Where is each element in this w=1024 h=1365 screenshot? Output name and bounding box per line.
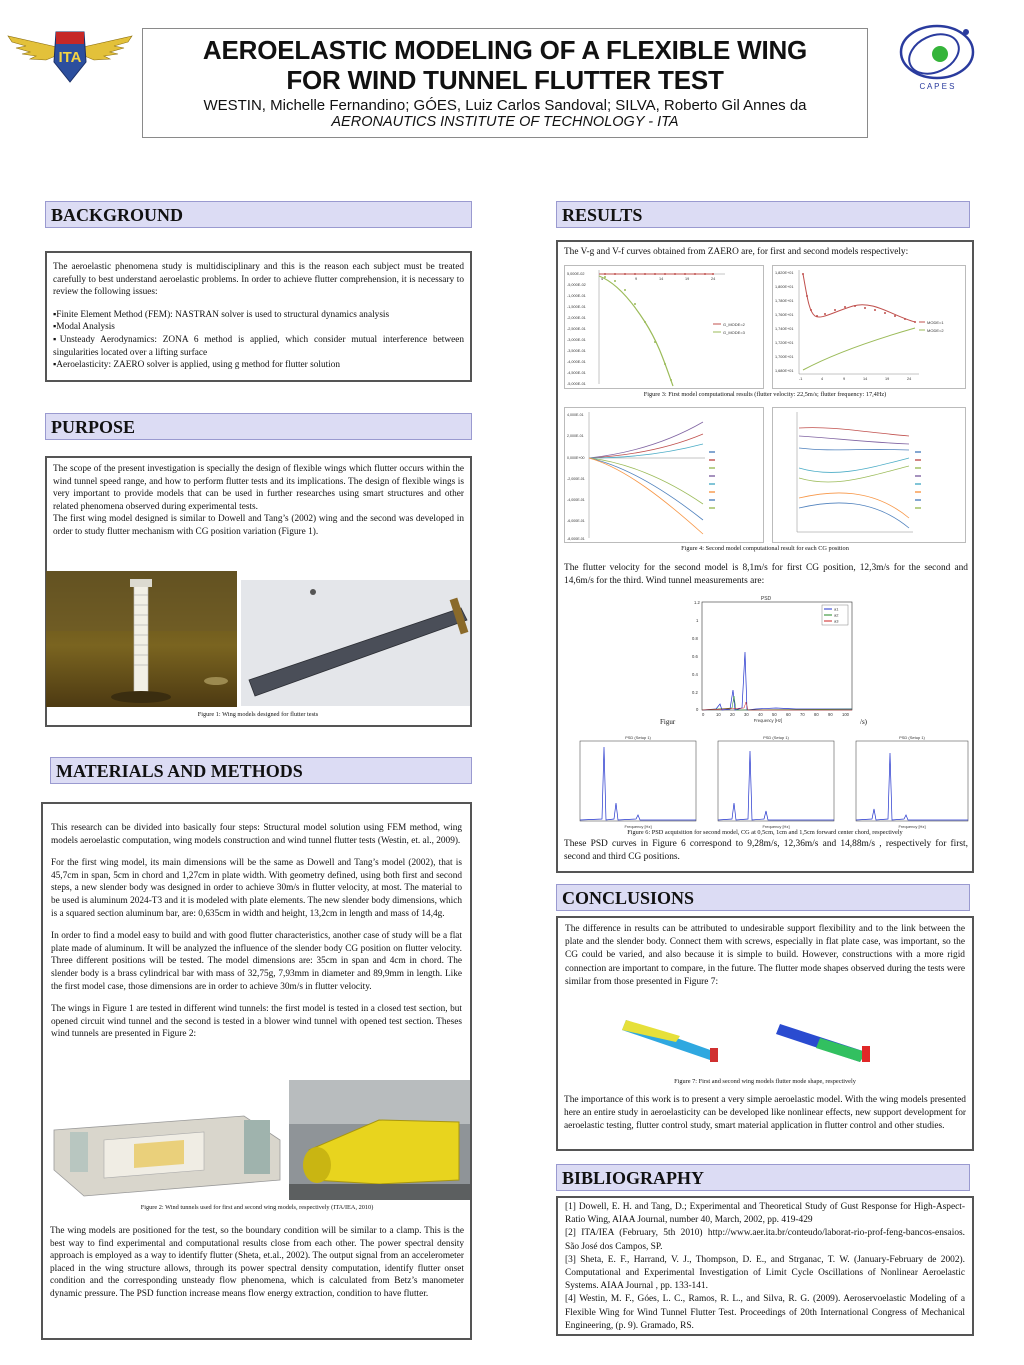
authors: WESTIN, Michelle Fernandino; GÓES, Luiz Carlos Sandoval; SILVA, Roberto Gil Annes da [203, 97, 807, 114]
svg-text:60: 60 [786, 712, 791, 717]
svg-text:PSD (Setup 1): PSD (Setup 1) [899, 735, 925, 740]
figure5-caption-left: Figur [660, 718, 676, 726]
svg-text:-2,000E-01: -2,000E-01 [567, 477, 585, 481]
svg-text:70: 70 [800, 712, 805, 717]
purpose-p2: The first wing model designed is similar to Dowell and Tang’s (2002) wing and the second was developed in order to study flutter mechanism with CG position variation (Figure 1). [53, 514, 464, 537]
background-heading: BACKGROUND [45, 201, 472, 228]
ita-logo [6, 22, 134, 84]
figure6-psd-plot-1 [566, 733, 700, 829]
svg-text:14: 14 [863, 377, 868, 381]
svg-text:4: 4 [601, 277, 604, 281]
background-bullet: ▪ Unsteady Aerodynamics: ZONA 6 method is applied, which consider mutual interference between singularities located over a lifting surface [53, 334, 464, 359]
bibliography-ref: [2] ITA/IEA (February, 5th 2010) http://www.aer.ita.br/conteudo/laborat-rio-prof-feng-bancos-ensaios. São José dos Campos, SP. [565, 1228, 965, 1252]
svg-text:0,000E+00: 0,000E+00 [567, 456, 585, 460]
svg-text:PSD (Setup 1): PSD (Setup 1) [625, 735, 651, 740]
methods-p1: This research can be divided into basically four steps: Structural model solution using FEM method, wing models aeroelastic computation, wing models construction and wind tunnel flutter tests (Westin, et. al., 2009). [51, 823, 462, 846]
methods-heading: MATERIALS AND METHODS [50, 757, 472, 784]
svg-text:a3: a3 [834, 618, 839, 624]
svg-text:Frequency [Hz]: Frequency [Hz] [624, 824, 652, 829]
svg-text:0: 0 [702, 712, 705, 717]
svg-text:1.2: 1.2 [694, 600, 700, 605]
bibliography-ref: [1] Dowell, E. H. and Tang, D.; Experimental and Theoretical Study of Gust Response for High-Aspect-Ratio Wing, AIAA Journal, number 40, March, 2002, pp. 419-429 [565, 1202, 965, 1226]
svg-text:0: 0 [696, 707, 699, 712]
figure4-vf-chart [772, 407, 966, 543]
svg-text:9: 9 [635, 277, 638, 281]
svg-text:G_MODE=2: G_MODE=2 [723, 322, 745, 327]
svg-text:5,000E-02: 5,000E-02 [567, 272, 585, 276]
ita-wings-icon [6, 22, 134, 84]
results-psd-text: These PSD curves in Figure 6 correspond to 9,28m/s, 12,36m/s and 14,88m/s , respectively for first, second and third CG positions. [564, 839, 968, 863]
svg-text:Frequency [Hz]: Frequency [Hz] [753, 718, 783, 723]
methods-p5: The wing models are positioned for the test, so the boundary condition will be similar to a clamp. This is the best way to find experimental and computational results close from each other. The power spectral density approach is employed as a way to identify flutter (Sheta, et.al., 2002). The output signal from an accelerometer placed in the wing structure allows, through its power spectral density computation, identify flutter onset condition and the corresponding unsteady flow phenomena, which is calculated from Betz’s manometer dynamic pressure. The PSD function increase means flow energy extraction, condition to have flutter. [50, 1226, 464, 1299]
title-block [142, 28, 868, 138]
capes-logo [896, 20, 978, 92]
figure6-psd-plot-3 [842, 733, 972, 829]
svg-text:1,680E+01: 1,680E+01 [775, 369, 794, 373]
svg-text:PSD: PSD [760, 596, 772, 602]
figure4-vg-chart [564, 407, 764, 543]
methods-p4: The wings in Figure 1 are tested in different wind tunnels: the first model is tested in a closed test section, but opened circuit wind tunnel and the second is tested in a blower wind tunnel with opened test section. Theses wind tunnels are presented in Figure 2: [51, 1004, 462, 1040]
svg-text:0.8: 0.8 [692, 636, 698, 641]
background-bullet: ▪ Modal Analysis [53, 321, 464, 334]
svg-text:0.4: 0.4 [692, 672, 698, 677]
svg-text:19: 19 [685, 277, 690, 281]
figure6-caption: Figure 6: PSD acquisition for second model, CG at 0,5cm, 1cm and 1,5cm forward center chord, respectively [627, 829, 903, 836]
svg-text:-4,500E-01: -4,500E-01 [567, 371, 586, 375]
svg-text:-1,500E-01: -1,500E-01 [567, 305, 586, 309]
results-heading: RESULTS [556, 201, 970, 228]
svg-text:19: 19 [885, 377, 890, 381]
figure7-caption: Figure 7: First and second wing models flutter mode shape, respectively [674, 1078, 856, 1085]
svg-text:80: 80 [814, 712, 819, 717]
svg-text:90: 90 [828, 712, 833, 717]
svg-text:4: 4 [821, 377, 824, 381]
figure4-caption: Figure 4: Second model computational result for each CG position [681, 545, 849, 552]
capes-emblem-icon [896, 20, 978, 92]
figure2-blower-tunnel-photo [289, 1080, 470, 1200]
svg-text:9: 9 [843, 377, 846, 381]
svg-text:-2,500E-01: -2,500E-01 [567, 327, 586, 331]
figure5-caption-right: /s) [860, 718, 867, 726]
svg-text:-1,000E-01: -1,000E-01 [567, 294, 586, 298]
svg-text:-5,000E-01: -5,000E-01 [567, 382, 586, 386]
institution: AERONAUTICS INSTITUTE OF TECHNOLOGY - ITA [331, 114, 679, 130]
conclusions-heading: CONCLUSIONS [556, 884, 970, 911]
conclusions-p1: The difference in results can be attributed to undesirable support flexibility and to the link between the plate and the slender body. Connect them with screws, especially in flat plate case, was important, so the CG could be varied, and also because it is simple to build. However, constructions with a more rigid connection are important to compare, in the future. The flutter mode shapes observed during the tests were similar from those presented in Figure 7: [565, 924, 965, 987]
bibliography-panel [556, 1196, 974, 1336]
figure1-photo-first-wing [46, 571, 237, 707]
svg-text:Frequency [Hz]: Frequency [Hz] [762, 824, 790, 829]
results-flutter-text: The flutter velocity for the second model is 8,1m/s for first CG position, 12,3m/s for the second and 14,6m/s for the third. Wind tunnel measurements are: [564, 563, 968, 587]
svg-text:10: 10 [716, 712, 721, 717]
svg-text:24: 24 [907, 377, 912, 381]
svg-text:1: 1 [696, 618, 699, 623]
svg-text:1,800E+01: 1,800E+01 [775, 285, 794, 289]
svg-text:-8,000E-01: -8,000E-01 [567, 537, 585, 541]
bibliography-heading: BIBLIOGRAPHY [556, 1164, 970, 1191]
svg-text:-4,000E-01: -4,000E-01 [567, 360, 586, 364]
svg-text:1,740E+01: 1,740E+01 [775, 327, 794, 331]
methods-p3: In order to find a model easy to build and with good flutter characteristics, another case of study will be a flat plate made of aluminum. It will be analyzed the influence of the slender body CG position on flutter velocity. Three different positions will be tested. The model dimensions are: 35cm in span and 4cm in chord. The slender body is a brass cylindrical bar with mass of 32,75g, 7,93mm in diameter and 89,9mm in length. Like the first model case, those dimensions are in order to achieve 30m/s in flutter velocity. [51, 931, 462, 992]
svg-text:a1: a1 [834, 606, 839, 612]
background-bullet: ▪ Finite Element Method (FEM): NASTRAN solver is used to structural dynamics analysis [53, 309, 464, 322]
figure5-psd-chart [676, 592, 856, 724]
background-panel [45, 251, 472, 382]
figure1-photo-second-wing [241, 580, 470, 706]
svg-text:-2,000E-01: -2,000E-01 [567, 316, 586, 320]
svg-text:4,000E-01: 4,000E-01 [567, 413, 584, 417]
purpose-heading: PURPOSE [45, 413, 472, 440]
svg-text:-5,000E-02: -5,000E-02 [567, 283, 586, 287]
figure3-vf-chart [772, 265, 966, 389]
svg-text:1,780E+01: 1,780E+01 [775, 299, 794, 303]
svg-text:C A P E S: C A P E S [919, 82, 955, 91]
poster-title-line1: AEROELASTIC MODELING OF A FLEXIBLE WING [202, 35, 808, 65]
svg-text:a2: a2 [834, 612, 839, 618]
svg-text:MODE=1: MODE=1 [927, 320, 944, 325]
figure6-psd-plot-2 [704, 733, 838, 829]
svg-text:-3,500E-01: -3,500E-01 [567, 349, 586, 353]
bibliography-ref: [3] Sheta, E. F., Harrand, V. J., Thompson, D. E., and Strganac, T. W. (January-February de 2002). Computational and Experimental Investigation of Limit Cycle Oscillations of Nonlinear Aeroelastic Systems. AIAA Journal , pp. 133-141. [565, 1254, 965, 1292]
poster-title-line2: FOR WIND TUNNEL FLUTTER TEST [286, 65, 724, 95]
svg-text:1,720E+01: 1,720E+01 [775, 341, 794, 345]
figure3-caption: Figure 3: First model computational results (flutter velocity: 22,5m/s; flutter frequency: 17,4Hz) [643, 391, 887, 398]
svg-text:40: 40 [758, 712, 763, 717]
svg-text:30: 30 [744, 712, 749, 717]
svg-text:-3,000E-01: -3,000E-01 [567, 338, 586, 342]
bibliography-ref: [4] Westin, M. F., Góes, L. C., Ramos, R. L., and Silva, R. G. (2009). Aeroservoelastic Modeling of a Flexible Wing for Wind Tunnel Flutter Test. Proceedings of 20th International Congress of Mechanical Engineering, (p. 9). Gramado, RS. [565, 1294, 965, 1331]
svg-text:20: 20 [730, 712, 735, 717]
background-intro: The aeroelastic phenomena study is multidisciplinary and this is the reason each subject must be treated carefully to best understand aeroelastic problems. In order to achieve flutter comprehension, it is necessary to review the following issues: [53, 262, 464, 298]
svg-text:24: 24 [711, 277, 716, 281]
background-bullet: ▪ Aeroelasticity: ZAERO solver is applied, using g method for flutter solution [53, 359, 464, 372]
conclusions-p2: The importance of this work is to present a very simple aeroelastic model. With the wing models presented here an entire study in aeroelasticity can be developed like nonlinear effects, new support development for aeroelastic testing, flutter control study, smart material application in flutter control and other studies. [564, 1095, 966, 1132]
methods-p2: For the first wing model, its main dimensions will be the same as Dowell and Tang’s model (2002), that is 45,7cm in span, 5cm in chord and 1,27cm in plate width. With geometry defined, using both first and second steps, a new slender body was designed in order to achieve 30m/s in flutter velocity, at most. The material to be used is aluminum 2024-T3 and it is modeled with plate elements. The new slender body dimensions, which is a squared section aluminum bar, are: 0,635cm in width and height, 13,2cm in length and mass of 14,4g. [51, 858, 462, 919]
svg-text:1,820E+01: 1,820E+01 [775, 271, 794, 275]
svg-text:14: 14 [659, 277, 664, 281]
figure1-caption: Figure 1: Wing models designed for flutter tests [197, 711, 319, 718]
svg-text:0.2: 0.2 [692, 690, 698, 695]
svg-text:50: 50 [772, 712, 777, 717]
svg-text:1,760E+01: 1,760E+01 [775, 313, 794, 317]
figure7-mode-shapes [620, 1012, 890, 1072]
svg-text:0.6: 0.6 [692, 654, 698, 659]
svg-text:2,000E-01: 2,000E-01 [567, 434, 584, 438]
figure2-caption: Figure 2: Wind tunnels used for first and second wing models, respectively (ITA/IEA, 2010) [140, 1204, 374, 1211]
svg-text:PSD (Setup 1): PSD (Setup 1) [763, 735, 789, 740]
svg-text:1,700E+01: 1,700E+01 [775, 355, 794, 359]
svg-text:Frequency [Hz]: Frequency [Hz] [898, 824, 926, 829]
flutter-mode-shape-icon [620, 1012, 890, 1072]
svg-text:-6,000E-01: -6,000E-01 [567, 519, 585, 523]
results-intro: The V-g and V-f curves obtained from ZAERO are, for first and second models respectively: [564, 247, 909, 257]
svg-text:MODE=2: MODE=2 [927, 328, 944, 333]
purpose-p1: The scope of the present investigation is specially the design of flexible wings which flutter occurs within the wind tunnel speed range, and how to perform flutter tests and its implications. The design of flexible wings is very important to provide models that can be used in further researches using smart structures and other related phenomena observed during experimental tests. [53, 464, 464, 512]
figure3-vg-chart [564, 265, 764, 389]
figure2-closed-tunnel-drawing [44, 1100, 284, 1200]
svg-text:-4,000E-01: -4,000E-01 [567, 498, 585, 502]
svg-text:-1: -1 [799, 377, 803, 381]
svg-text:100: 100 [842, 712, 849, 717]
svg-text:ITA: ITA [58, 49, 82, 66]
svg-text:G_MODE=3: G_MODE=3 [723, 330, 745, 335]
